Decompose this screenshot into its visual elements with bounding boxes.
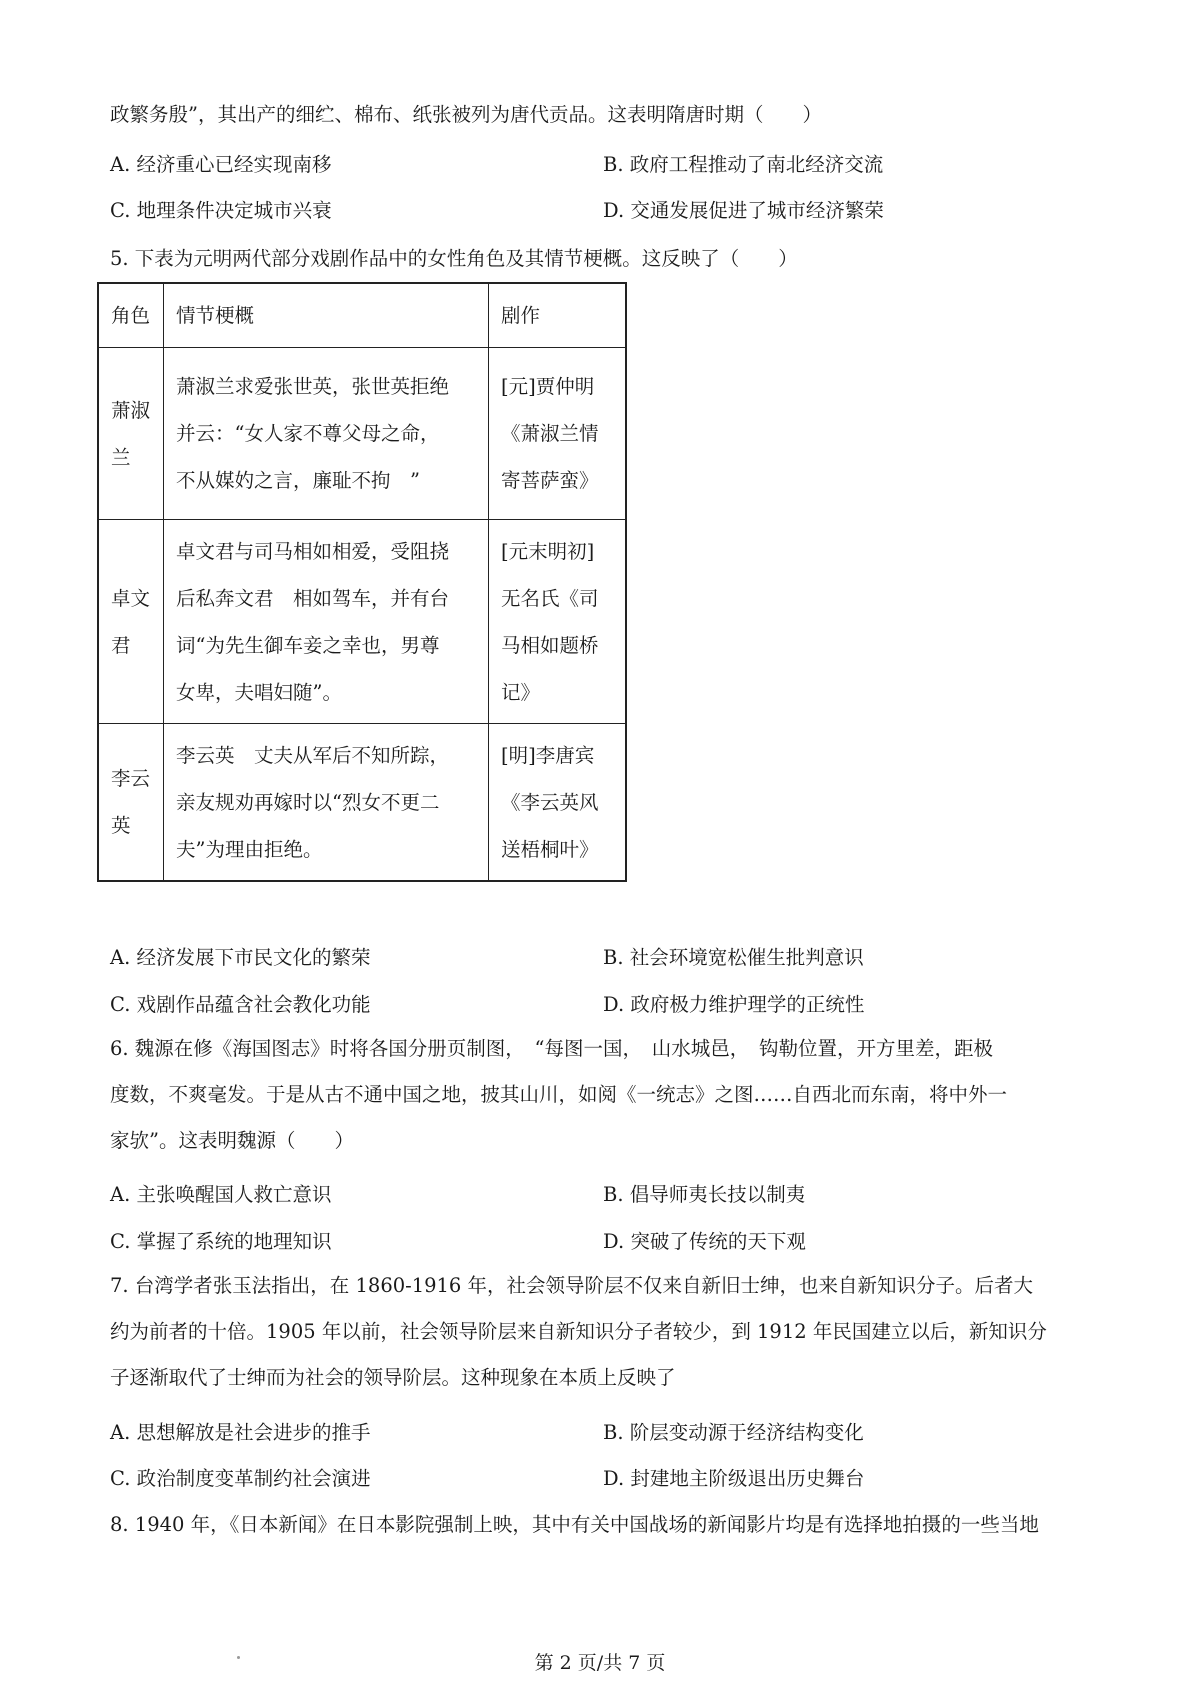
- option-text: 地理条件决定城市兴衰: [136, 199, 332, 222]
- plot-line: 萧淑兰求爱张世英，张世英拒绝: [176, 375, 450, 398]
- q6-option-d[interactable]: [603, 1229, 806, 1255]
- work-line: [明]李唐宾: [501, 743, 595, 767]
- q7-stem: [110, 1263, 1105, 1401]
- q6-stem: [110, 1026, 1105, 1164]
- option-label: B.: [603, 1183, 624, 1206]
- option-text: 政府极力维护理学的正统性: [630, 993, 865, 1016]
- plot-cell: [164, 520, 489, 724]
- plot-line: 李云英 丈夫从军后不知所踪，: [176, 743, 450, 767]
- q7-stem-line: 约为前者的十倍。1905 年以前，社会领导阶层来自新知识分子者较少，到 1912 年民国建立以后，新知识分: [110, 1320, 1047, 1343]
- q7-option-d[interactable]: [603, 1466, 864, 1492]
- q5-stem: 5. 下表为元明两代部分戏剧作品中的女性角色及其情节梗概。这反映了（ ）: [110, 247, 798, 270]
- q7-stem-line: 7. 台湾学者张玉法指出，在 1860-1916 年，社会领导阶层不仅来自新旧士绅，也来自新知识分子。后者大: [110, 1274, 1034, 1297]
- q5-option-d[interactable]: [603, 992, 864, 1018]
- plot-line: 卓文君与司马相如相爱，受阻挠: [176, 539, 450, 563]
- q6-stem-line: 度数，不爽毫发。于是从古不通中国之地，披其山川，如阅《一统志》之图……自西北而东南，将中外一: [110, 1083, 1008, 1106]
- option-label: D.: [603, 993, 625, 1016]
- option-text: 掌握了系统的地理知识: [136, 1230, 332, 1253]
- work-line: 送梧桐叶》: [501, 837, 599, 861]
- table-row: [98, 520, 626, 724]
- role-line: 卓文: [111, 586, 151, 610]
- header-work: 剧作: [489, 283, 627, 348]
- role-line: 萧淑: [111, 398, 151, 422]
- role-cell: [98, 724, 164, 882]
- work-line: 《萧淑兰情: [501, 422, 599, 445]
- q8-stem: 8. 1940 年，《日本新闻》在日本影院强制上映，其中有关中国战场的新闻影片均是有选择地拍摄的一些当地: [110, 1513, 1039, 1536]
- q5-option-c[interactable]: [110, 992, 371, 1018]
- plot-line: 并云：“女人家不尊父母之命，: [176, 422, 440, 445]
- work-cell: [489, 348, 627, 520]
- option-label: B.: [603, 153, 624, 176]
- option-label: C.: [110, 1230, 131, 1253]
- q6-stem-line: 6. 魏源在修《海国图志》时将各国分册页制图， “每图一国， 山水城邑， 钩勒位置，开方里差，距极: [110, 1037, 994, 1060]
- option-text: 经济重心已经实现南移: [136, 153, 332, 176]
- q4-option-b[interactable]: [603, 152, 883, 178]
- header-role: 角色: [98, 283, 164, 348]
- work-line: 寄菩萨蛮》: [501, 469, 599, 492]
- q5-option-b[interactable]: [603, 945, 864, 971]
- q5-option-a[interactable]: [110, 945, 371, 971]
- q7-option-a[interactable]: [110, 1420, 371, 1446]
- header-plot: 情节梗概: [164, 283, 489, 348]
- role-line: 兰: [111, 445, 131, 469]
- option-text: 突破了传统的天下观: [630, 1230, 806, 1253]
- work-line: 《李云英风: [501, 790, 599, 814]
- work-line: 无名氏《司: [501, 586, 599, 610]
- role-line: 英: [111, 814, 131, 837]
- table-row: [98, 724, 626, 882]
- work-line: 记》: [501, 680, 541, 704]
- option-label: D.: [603, 1467, 625, 1490]
- q7-option-c[interactable]: [110, 1466, 371, 1492]
- option-label: B.: [603, 1421, 624, 1444]
- plot-line: 女卑，夫唱妇随”。: [176, 680, 342, 704]
- option-label: A.: [110, 1183, 131, 1206]
- q7-option-b[interactable]: [603, 1420, 864, 1446]
- role-line: 李云: [111, 767, 151, 790]
- drama-table: [97, 282, 627, 882]
- option-text: 主张唤醒国人救亡意识: [136, 1183, 332, 1206]
- role-cell: [98, 348, 164, 520]
- option-text: 思想解放是社会进步的推手: [136, 1421, 371, 1444]
- q6-option-c[interactable]: [110, 1229, 332, 1255]
- option-text: 倡导师夷长技以制夷: [629, 1183, 806, 1206]
- work-line: [元]贾仲明: [501, 375, 595, 398]
- option-label: C.: [110, 199, 131, 222]
- q4-option-a[interactable]: [110, 152, 332, 178]
- option-label: B.: [603, 946, 624, 969]
- plot-line: 亲友规劝再嫁时以“烈女不更二: [176, 790, 440, 814]
- option-text: 封建地主阶级退出历史舞台: [630, 1467, 865, 1490]
- work-cell: [489, 724, 627, 882]
- option-text: 社会环境宽松催生批判意识: [629, 946, 864, 969]
- plot-cell: [164, 724, 489, 882]
- work-line: [元末明初]: [501, 539, 595, 563]
- option-label: A.: [110, 153, 131, 176]
- option-text: 政府工程推动了南北经济交流: [629, 153, 884, 176]
- plot-line: 后私奔文君 相如驾车，并有台: [176, 586, 450, 610]
- option-text: 戏剧作品蕴含社会教化功能: [136, 993, 371, 1016]
- option-text: 政治制度变革制约社会演进: [136, 1467, 371, 1490]
- plot-cell: [164, 348, 489, 520]
- work-line: 马相如题桥: [501, 633, 599, 657]
- role-cell: [98, 520, 164, 724]
- table-row: [98, 348, 626, 520]
- q4-stem-tail: 政繁务殷”，其出产的细纻、棉布、纸张被列为唐代贡品。这表明隋唐时期（ ）: [110, 103, 822, 126]
- option-label: D.: [603, 199, 625, 222]
- page-footer: 第 2 页/共 7 页: [534, 1652, 666, 1674]
- option-label: A.: [110, 1421, 131, 1444]
- table-header-row: [98, 283, 626, 348]
- q6-stem-line: 家欤”。这表明魏源（ ）: [110, 1129, 354, 1152]
- option-label: D.: [603, 1230, 625, 1253]
- q7-stem-line: 子逐渐取代了士绅而为社会的领导阶层。这种现象在本质上反映了: [110, 1366, 676, 1389]
- option-label: C.: [110, 993, 131, 1016]
- plot-line: 词“为先生御车妾之幸也，男尊: [176, 633, 440, 657]
- q4-option-c[interactable]: [110, 198, 332, 224]
- option-label: A.: [110, 946, 131, 969]
- option-text: 经济发展下市民文化的繁荣: [136, 946, 371, 969]
- option-text: 阶层变动源于经济结构变化: [629, 1421, 864, 1444]
- option-label: C.: [110, 1467, 131, 1490]
- role-line: 君: [111, 633, 131, 657]
- q6-option-a[interactable]: [110, 1182, 332, 1208]
- plot-line: 夫”为理由拒绝。: [176, 837, 323, 861]
- work-cell: [489, 520, 627, 724]
- q4-option-d[interactable]: [603, 198, 884, 224]
- q6-option-b[interactable]: [603, 1182, 805, 1208]
- option-text: 交通发展促进了城市经济繁荣: [630, 199, 884, 222]
- plot-line: 不从媒妁之言，廉耻不拘 ”: [176, 469, 420, 492]
